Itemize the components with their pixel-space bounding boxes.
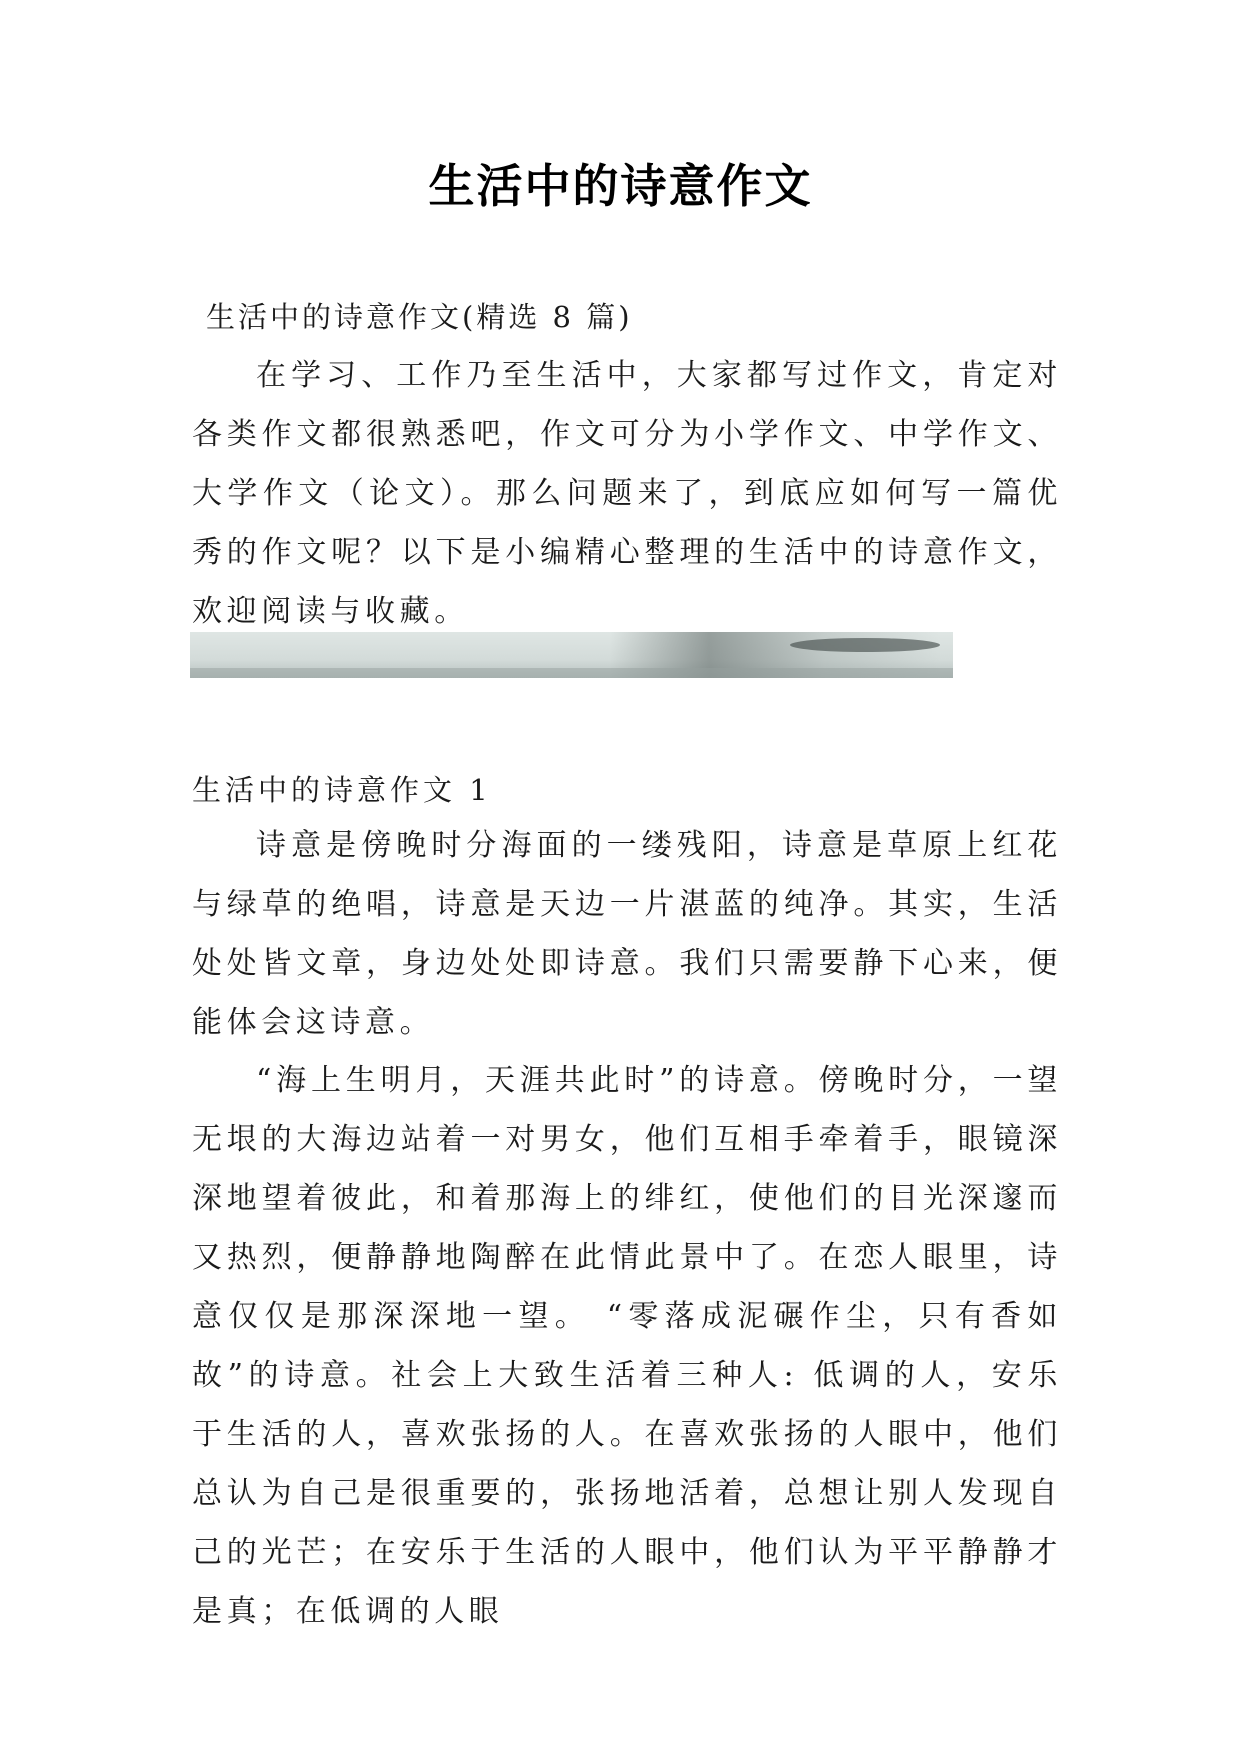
photo-bottom-edge [190, 668, 953, 678]
body-paragraph-1: 诗意是傍晚时分海面的一缕残阳，诗意是草原上红花与绿草的绝唱，诗意是天边一片湛蓝的纯净。其实，生活处处皆文章，身边处处即诗意。我们只需要静下心来，便能体会这诗意。 [192, 828, 1062, 1040]
document-title: 生活中的诗意作文 [428, 159, 813, 213]
body-paragraph-2: “海上生明月，天涯共此时”的诗意。傍晚时分，一望无垠的大海边站着一对男女，他们互相手牵着手，眼镜深深地望着彼此，和着那海上的绯红，使他们的目光深邃而又热烈，便静静地陶醉在此情此景中了。在恋人眼里，诗意仅仅是那深深地一望。 “零落成泥碾作尘，只有香如故”的诗意。社会上大致生活着三种人: 低调的人，安乐于生活的人，喜欢张扬的人。在喜欢张扬的人眼中，他们总认为自己是很重要的，张扬地活着，总想让别人发现自己的光芒；在安乐于生活的人眼中，他们认为平平静静才是真；在低调的人眼 [192, 1063, 1062, 1629]
document-subtitle: 生活中的诗意作文(精选 8 篇) [206, 300, 633, 334]
section-heading: 生活中的诗意作文 1 [192, 773, 492, 807]
intro-paragraph: 在学习、工作乃至生活中，大家都写过作文，肯定对各类作文都很熟悉吧，作文可分为小学作文、中学作文、大学作文（论文）。那么问题来了，到底应如何写一篇优秀的作文呢？以下是小编精心整理的生活中的诗意作文，欢迎阅读与收藏。 [192, 358, 1062, 629]
cropped-photo [190, 632, 953, 678]
photo-dark-area [790, 638, 940, 652]
